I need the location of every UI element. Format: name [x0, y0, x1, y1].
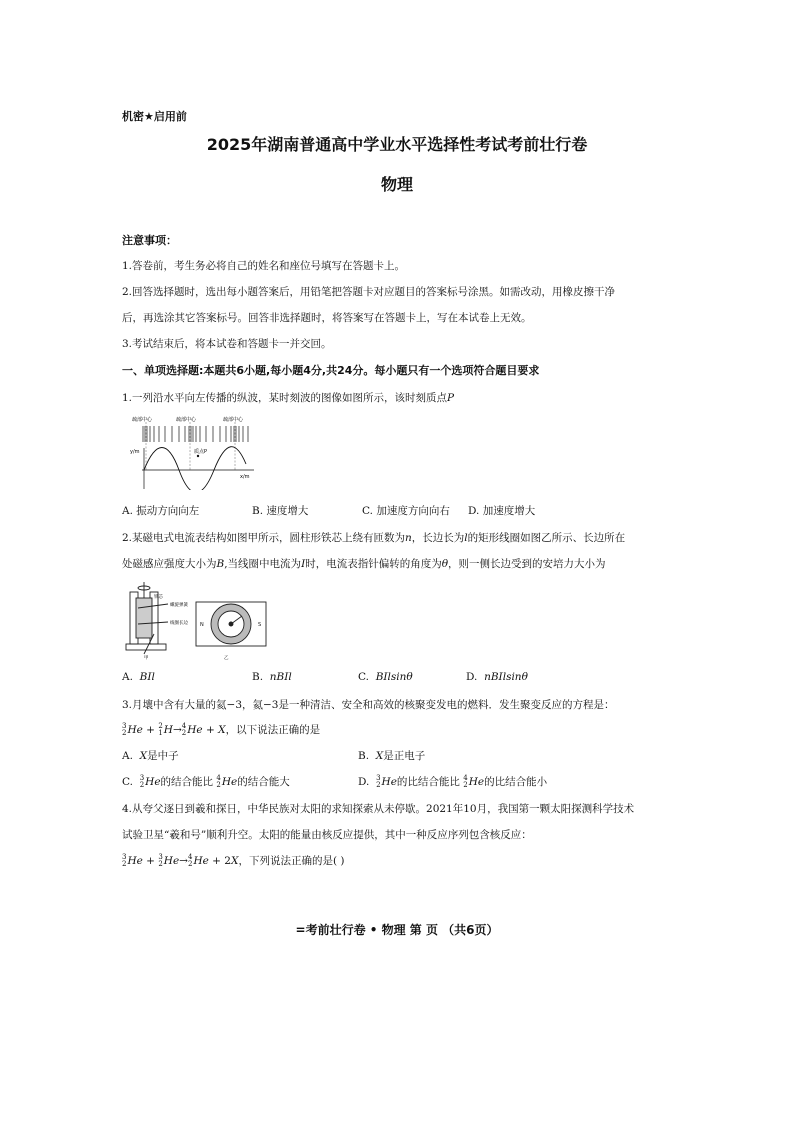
- q2-label-coil-side: 线圈长边: [170, 621, 188, 626]
- q2-text: ,当线圈中电流为: [224, 558, 302, 570]
- q1-var-p: P: [447, 392, 455, 404]
- svg-text:S: S: [258, 622, 262, 628]
- q2-option-expr: nBIlsinθ: [484, 671, 528, 683]
- q1-label-1: 疏部中心: [132, 417, 153, 423]
- q1-option-c: C. 加速度方向向右: [362, 505, 450, 517]
- q3-option-text: 的结合能比: [160, 776, 214, 788]
- q2-option-expr: nBIl: [269, 671, 292, 683]
- q2-option-label: D.: [466, 671, 478, 683]
- q1-stem-text: 1.一列沿水平向左传播的纵波，某时刻波的图像如图所示，该时刻质点: [122, 392, 448, 404]
- q2-text: 的矩形线圈如图乙所示、长边所在: [467, 532, 626, 544]
- q2-galvanometer-figure: [124, 578, 270, 660]
- q3-option-a: [122, 748, 179, 763]
- question-4-stem-line2: 试验卫星“羲和号”顺利升空。太阳的能量由核反应提供，其中一种反应序列包含核反应：: [122, 829, 532, 841]
- q2-var-theta: θ: [441, 558, 449, 570]
- q2-option-label: C.: [358, 671, 369, 683]
- section-heading: 一、单项选择题:本题共6小题,每小题4分,共24分。每小题只有一个选项符合题目要求: [122, 364, 540, 377]
- q2-var-b: B: [216, 558, 225, 570]
- q2-text: 时，电流表指针偏转的角度为: [305, 558, 442, 570]
- q3-option-label: B.: [358, 750, 370, 762]
- question-4-equation: 3 2He + 3 2He→4 2He + 2X，下列说法正确的是( ): [122, 853, 345, 868]
- q2-var-l: l: [464, 532, 468, 544]
- notice-item: 1.答卷前，考生务必将自己的姓名和座位号填写在答题卡上。: [122, 260, 406, 272]
- q3-option-b: [358, 748, 425, 763]
- q3-var-x: X: [139, 750, 148, 762]
- question-2-stem-line2: [122, 556, 606, 571]
- q3-eq-tail: ，以下说法正确的是: [225, 724, 321, 736]
- q1-option-a: A. 振动方向向左: [122, 505, 200, 517]
- q2-option-expr: BIl: [139, 671, 155, 683]
- q1-wave-figure: [128, 412, 256, 490]
- question-3-equation: 3 2He + 2 1H→4 2He + X，以下说法正确的是: [122, 722, 321, 737]
- q3-option-text: 的比结合能小: [484, 776, 548, 788]
- notice-heading: 注意事项：: [122, 234, 177, 247]
- q1-x-label: x/m: [240, 474, 250, 480]
- q2-label-yi: 乙: [224, 656, 229, 660]
- q3-option-text: 是中子: [147, 750, 179, 762]
- q3-option-d: D. 3 2He的比结合能比 4 2He的比结合能小: [358, 774, 548, 789]
- subject-title: 物理: [380, 175, 413, 194]
- q2-option-b: [252, 671, 292, 683]
- q1-point-p: [197, 455, 199, 457]
- notice-item: 2.回答选择题时，选出每小题答案后，用铅笔把答题卡对应题目的答案标号涂黑。如需改动，用橡皮擦干净: [122, 286, 616, 298]
- question-1-stem: [122, 390, 454, 405]
- q2-option-label: A.: [122, 671, 133, 683]
- exam-title: 2025年湖南普通高中学业水平选择性考试考前壮行卷: [206, 135, 588, 154]
- q3-option-text: 的结合能大: [237, 776, 290, 788]
- q2-label-core: 铁芯: [154, 595, 163, 600]
- q2-option-d: [466, 671, 528, 683]
- q1-p-label: 质点P: [194, 449, 208, 455]
- q1-particle-lines: [143, 426, 248, 442]
- q2-figure-yi: [196, 602, 266, 646]
- q1-y-label: y/m: [130, 449, 140, 455]
- q1-label-2: 疏部中心: [176, 417, 197, 423]
- q2-option-a: [122, 671, 155, 683]
- q3-option-c: C. 3 2He的结合能比 4 2He的结合能大: [122, 774, 290, 789]
- q4-eq-tail: ，下列说法正确的是( ): [238, 855, 345, 867]
- q2-text: 2.某磁电式电流表结构如图甲所示，圆柱形铁芯上绕有匝数为: [122, 532, 406, 544]
- q2-label-spring: 螺旋弹簧: [170, 603, 188, 608]
- q2-text: ，则一侧长边受到的安培力大小为: [448, 558, 606, 570]
- q2-text: ，长边长为: [411, 532, 465, 544]
- q3-option-text: 是正电子: [383, 750, 426, 762]
- question-3-stem-line1: 3.月壤中含有大量的氦−3，氦−3是一种清洁、安全和高效的核聚变发电的燃料．发生聚变反应的方程是：: [122, 699, 615, 711]
- q3-option-label: C.: [122, 776, 133, 788]
- svg-text:N: N: [200, 622, 204, 628]
- question-4-stem-line1: 4.从夸父逐日到羲和探日，中华民族对太阳的求知探索从未停歇。2021年10月，我国第一颗太阳探测科学技术: [122, 803, 635, 815]
- q3-option-label: A.: [122, 750, 133, 762]
- q2-var-i: I: [301, 558, 306, 570]
- notice-item: 后，再选涂其它答案标号。回答非选择题时，将答案写在答题卡上，写在本试卷上无效。: [122, 312, 532, 324]
- q2-figure-jia: [126, 582, 168, 654]
- q3-option-text: 的比结合能比: [396, 776, 460, 788]
- q1-option-d: D. 加速度增大: [468, 505, 536, 517]
- q2-label-jia: 甲: [144, 656, 149, 660]
- page-footer: =考前壮行卷 • 物理 第 页 （共6页）: [295, 923, 499, 937]
- q3-option-label: D.: [358, 776, 370, 788]
- q1-option-b: B. 速度增大: [252, 505, 309, 517]
- q2-option-c: [358, 671, 413, 683]
- q2-text: 处磁感应强度大小为: [122, 558, 217, 570]
- confidential-mark: 机密★启用前: [122, 110, 187, 123]
- q3-var-x: X: [375, 750, 384, 762]
- question-2-stem-line1: [122, 530, 625, 545]
- q2-var-n: n: [405, 532, 412, 544]
- notice-item: 3.考试结束后，将本试卷和答题卡一并交回。: [122, 338, 332, 350]
- q2-option-label: B.: [252, 671, 264, 683]
- q1-label-3: 疏部中心: [223, 417, 244, 423]
- q2-option-expr: BIlsinθ: [375, 671, 413, 683]
